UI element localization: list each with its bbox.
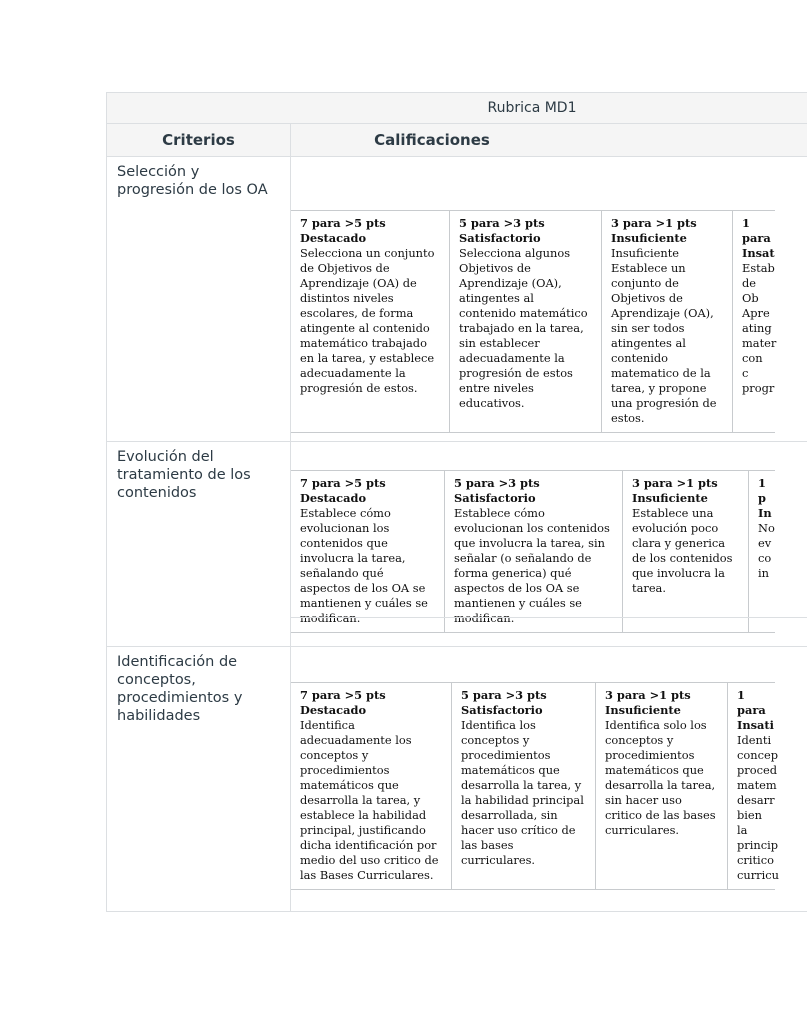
- rating-level: Satisfactorio: [459, 231, 541, 245]
- rating-tile: [291, 471, 445, 632]
- criteria-header: Criterios: [107, 124, 291, 156]
- rubric-header-row: [107, 124, 807, 157]
- rating-description: Establece una evolución poco clara y generica de los contenidos que involucra la tarea.: [632, 506, 733, 595]
- rating-points: 3 para >1 pts: [632, 476, 718, 490]
- rating-level: Insuficiente: [632, 491, 708, 505]
- rating-description: Insuficiente Establece un conjunto de Objetivos de Aprendizaje (OA), sin ser todos atingentes al contenido matematico de la tarea, y propone una progresión de estos.: [611, 246, 717, 425]
- rating-tile: [749, 471, 775, 632]
- rating-level: Insuficiente: [605, 703, 681, 717]
- rating-description: No ev co in: [758, 521, 775, 580]
- rating-tile: [596, 683, 728, 889]
- rubric-table: [106, 92, 807, 912]
- criterion-label: Selección y progresión de los OA: [107, 157, 291, 441]
- rating-points: 5 para >3 pts: [454, 476, 540, 490]
- ratings-grid: [291, 210, 775, 433]
- rating-description: Identifica adecuadamente los conceptos y procedimientos matemáticos que desarrolla la tarea, y establece la habilidad principal, justificando dicha identificación por medio del uso critico de las Bases Curriculares.: [300, 718, 439, 882]
- ratings-cell: [291, 157, 807, 441]
- rating-level: Insat: [742, 246, 775, 260]
- rating-points: 1 para: [742, 216, 771, 245]
- rating-points: 1 para: [737, 688, 766, 717]
- rating-tile: [623, 471, 749, 632]
- rating-level: Destacado: [300, 231, 367, 245]
- rating-points: 1 p: [758, 476, 766, 505]
- rating-tile: [728, 683, 779, 889]
- ratings-cell: [291, 442, 807, 646]
- rating-points: 5 para >3 pts: [461, 688, 547, 702]
- rating-tile: [445, 471, 623, 632]
- rating-points: 3 para >1 pts: [605, 688, 691, 702]
- rating-description: Estab de Ob Apre ating mater con c progr: [742, 261, 777, 395]
- criterion-label: Identificación de conceptos, procedimientos y habilidades: [107, 647, 291, 911]
- rating-points: 3 para >1 pts: [611, 216, 697, 230]
- rating-tile: [733, 211, 775, 432]
- criterion-label: Evolución del tratamiento de los contenidos: [107, 442, 291, 646]
- rating-description: Selecciona un conjunto de Objetivos de Aprendizaje (OA) de distintos niveles escolares, de forma atingente al contenido matemático trabajado en la tarea, y establece adecuadamente la progresión de estos.: [300, 246, 435, 395]
- rating-points: 5 para >3 pts: [459, 216, 545, 230]
- rating-level: Satisfactorio: [461, 703, 543, 717]
- criterion-row: [107, 157, 807, 442]
- rating-tile: [291, 683, 452, 889]
- rating-points: 7 para >5 pts: [300, 216, 386, 230]
- rating-level: Destacado: [300, 491, 367, 505]
- rating-level: In: [758, 506, 772, 520]
- rating-level: Destacado: [300, 703, 367, 717]
- rating-description: Identi concep proced matem desarr bien la princip critico curricu: [737, 733, 779, 882]
- ratings-header-label: Calificaciones: [374, 131, 490, 149]
- rubric-title: Rubrica MD1: [107, 93, 807, 124]
- rating-tile: [291, 211, 450, 432]
- rating-description: Establece cómo evolucionan los contenidos que involucra la tarea, sin señalar (o señalando de forma generica) qué aspectos de los OA se mantienen y cuáles se modifican.: [454, 506, 610, 625]
- rating-level: Insati: [737, 718, 774, 732]
- rating-tile: [452, 683, 596, 889]
- rating-description: Identifica los conceptos y procedimientos matemáticos que desarrolla la tarea, y la habilidad principal desarrollada, sin hacer uso crítico de las bases curriculares.: [461, 718, 584, 867]
- rating-level: Insuficiente: [611, 231, 687, 245]
- rating-level: Satisfactorio: [454, 491, 536, 505]
- rating-tile: [450, 211, 602, 432]
- ratings-header: [291, 124, 807, 156]
- rating-points: 7 para >5 pts: [300, 476, 386, 490]
- row-bottom-divider: [291, 617, 807, 618]
- rating-tile: [602, 211, 733, 432]
- criterion-row: [107, 647, 807, 911]
- rating-description: Establece cómo evolucionan los contenidos que involucra la tarea, señalando qué aspectos de los OA se mantienen y cuáles se modifican.: [300, 506, 428, 625]
- ratings-grid: [291, 470, 775, 633]
- ratings-cell: [291, 647, 807, 911]
- rating-points: 7 para >5 pts: [300, 688, 386, 702]
- rating-description: Selecciona algunos Objetivos de Aprendizaje (OA), atingentes al contenido matemático trabajado en la tarea, sin establecer adecuadamente la progresión de estos entre niveles educativos.: [459, 246, 588, 410]
- criterion-row: [107, 442, 807, 647]
- rating-description: Identifica solo los conceptos y procedimientos matemáticos que desarrolla la tarea, sin hacer uso critico de las bases curriculares.: [605, 718, 716, 837]
- ratings-grid: [291, 682, 779, 890]
